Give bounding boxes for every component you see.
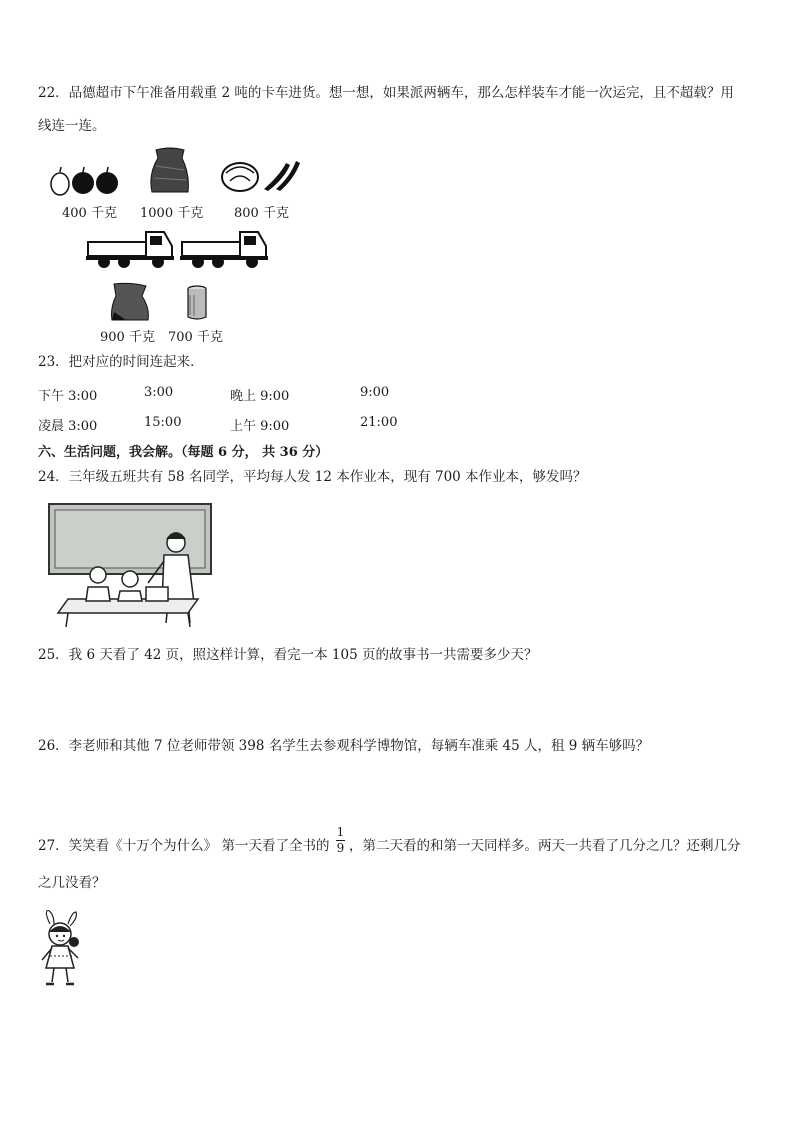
flour-sack-icon xyxy=(108,282,152,322)
time-evening-9: 晚上 9:00 xyxy=(230,389,290,404)
time-3: 3:00 xyxy=(144,385,174,400)
classroom-illustration xyxy=(48,503,212,627)
q27-text-line2: 之几没看？ xyxy=(38,875,106,891)
time-early-morning-3: 凌晨 3:00 xyxy=(38,419,98,434)
weight-label-fruit: 400 千克 xyxy=(62,206,117,221)
fraction-one-ninth xyxy=(336,826,345,855)
time-9: 9:00 xyxy=(360,385,390,400)
q22-text-line1: 22．品德超市下午准备用载重 2 吨的卡车进货。想一想，如果派两辆车，那么怎样装车才能一次运完，且不超载？用 xyxy=(38,85,734,101)
truck-icon xyxy=(86,226,174,270)
fraction-numerator: 1 xyxy=(336,825,345,839)
oil-bucket-icon xyxy=(186,285,208,321)
fraction-denominator: 9 xyxy=(336,841,345,855)
q27-text-part2: ，第二天看的和第一天同样多。两天一共看了几分之几？还剩几分 xyxy=(349,838,741,854)
q24-text: 24．三年级五班共有 58 名同学，平均每人发 12 本作业本，现有 700 本作业本，够发吗？ xyxy=(38,469,587,485)
fruit-icon xyxy=(48,163,120,197)
q23-title: 23．把对应的时间连起来． xyxy=(38,354,204,370)
time-afternoon-3: 下午 3:00 xyxy=(38,389,98,404)
rice-sack-icon xyxy=(146,146,194,196)
section-heading: 六、生活问题，我会解。（每题 6 分， 共 36 分） xyxy=(38,445,329,460)
time-21: 21:00 xyxy=(360,415,398,430)
weight-label-oil: 700 千克 xyxy=(168,330,223,345)
time-morning-9: 上午 9:00 xyxy=(230,419,290,434)
time-15: 15:00 xyxy=(144,415,182,430)
girl-illustration xyxy=(36,910,86,988)
q22-text-line2: 线连一连。 xyxy=(38,118,106,134)
weight-label-rice: 1000 千克 xyxy=(140,206,204,221)
q27-text-part1: 27．笑笑看《十万个为什么》 第一天看了全书的 xyxy=(38,838,330,854)
q25-text: 25．我 6 天看了 42 页，照这样计算，看完一本 105 页的故事书一共需要多少天？ xyxy=(38,647,538,663)
truck-icon xyxy=(180,226,268,270)
vegetables-icon xyxy=(220,155,302,195)
weight-label-vegetables: 800 千克 xyxy=(234,206,289,221)
q26-text: 26．李老师和其他 7 位老师带领 398 名学生去参观科学博物馆，每辆车准乘 45 人，租 9 辆车够吗？ xyxy=(38,738,650,754)
weight-label-flour: 900 千克 xyxy=(100,330,155,345)
